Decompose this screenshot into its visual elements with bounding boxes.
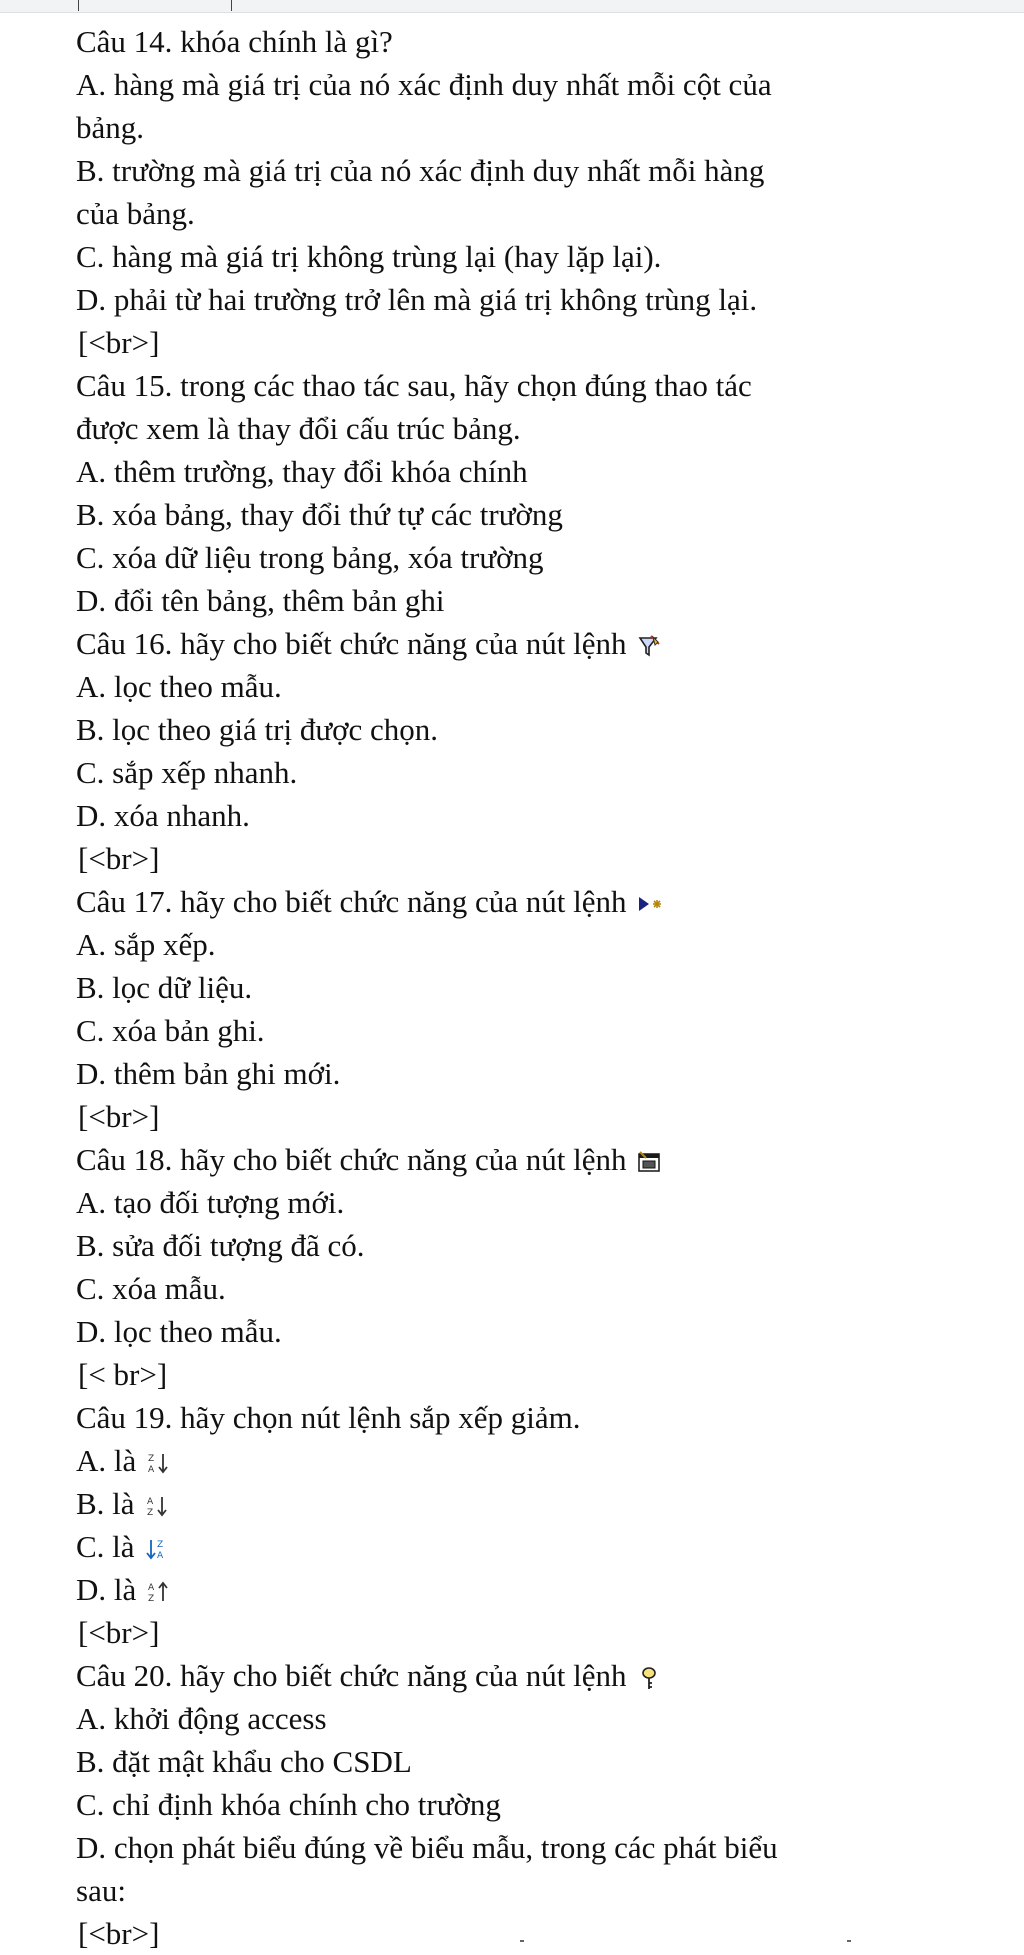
br-marker: [<br>] xyxy=(78,325,160,360)
option-line: sau: xyxy=(76,1873,126,1908)
design-view-icon xyxy=(637,1150,661,1174)
option-line: C. sắp xếp nhanh. xyxy=(76,755,298,790)
top-toolbar-edge xyxy=(0,0,1024,13)
question-text: Câu 18. hãy cho biết chức năng của nút lệnh xyxy=(76,1142,627,1177)
question-text: Câu 17. hãy cho biết chức năng của nút lệnh xyxy=(76,884,627,919)
svg-text:A: A xyxy=(148,1583,155,1593)
option-line: C. xóa bản ghi. xyxy=(76,1013,265,1048)
document-body xyxy=(76,20,1016,1955)
cropped-text-fragment xyxy=(847,1940,851,1942)
option-line: D. xóa nhanh. xyxy=(76,798,250,833)
question-15-title-cont: được xem là thay đổi cấu trúc bảng. xyxy=(76,411,521,446)
option-line: A. tạo đối tượng mới. xyxy=(76,1185,345,1220)
question-16-title xyxy=(76,622,1016,665)
question-20-title xyxy=(76,1654,1016,1697)
option-line xyxy=(76,1525,1016,1568)
option-text: A. là xyxy=(76,1443,137,1478)
option-text: D. là xyxy=(76,1572,137,1607)
cropped-text-fragment xyxy=(520,1940,524,1942)
sort-az-up-icon xyxy=(146,1580,170,1604)
option-line: C. hàng mà giá trị không trùng lại (hay lặp lại). xyxy=(76,239,662,274)
option-line: A. hàng mà giá trị của nó xác định duy nhất mỗi cột của xyxy=(76,67,772,102)
option-line: A. lọc theo mẫu. xyxy=(76,669,282,704)
question-17-title xyxy=(76,880,1016,923)
option-text: B. là xyxy=(76,1486,135,1521)
option-line xyxy=(76,1482,1016,1525)
option-line xyxy=(76,1439,1016,1482)
ruler-mark xyxy=(231,0,232,11)
option-line: B. xóa bảng, thay đổi thứ tự các trường xyxy=(76,497,563,532)
option-line: D. chọn phát biểu đúng về biểu mẫu, trong các phát biểu xyxy=(76,1830,778,1865)
ruler-mark xyxy=(78,0,79,11)
option-line: D. thêm bản ghi mới. xyxy=(76,1056,341,1091)
sort-az-down-icon xyxy=(145,1494,169,1518)
option-line: A. thêm trường, thay đổi khóa chính xyxy=(76,454,528,489)
option-line: D. phải từ hai trường trở lên mà giá trị không trùng lại. xyxy=(76,282,758,317)
sort-za-down-icon xyxy=(146,1451,170,1475)
br-marker: [< br>] xyxy=(78,1357,168,1392)
option-line: B. sửa đối tượng đã có. xyxy=(76,1228,365,1263)
question-14-title: Câu 14. khóa chính là gì? xyxy=(76,24,393,59)
question-19-title: Câu 19. hãy chọn nút lệnh sắp xếp giảm. xyxy=(76,1400,581,1435)
question-text: Câu 20. hãy cho biết chức năng của nút lệnh xyxy=(76,1658,627,1693)
svg-text:Z: Z xyxy=(146,1508,153,1518)
option-line: B. đặt mật khẩu cho CSDL xyxy=(76,1744,412,1779)
svg-text:A: A xyxy=(148,1465,155,1475)
option-line: B. lọc theo giá trị được chọn. xyxy=(76,712,439,747)
option-line: D. lọc theo mẫu. xyxy=(76,1314,282,1349)
option-line: C. chỉ định khóa chính cho trường xyxy=(76,1787,501,1822)
br-marker: [<br>] xyxy=(78,1099,160,1134)
sort-za-blue-icon xyxy=(145,1537,169,1561)
question-15-title: Câu 15. trong các thao tác sau, hãy chọn đúng thao tác xyxy=(76,368,752,403)
svg-text:A: A xyxy=(156,1551,163,1561)
question-text: Câu 16. hãy cho biết chức năng của nút lệnh xyxy=(76,626,627,661)
svg-text:Z: Z xyxy=(156,1540,163,1550)
option-text: C. là xyxy=(76,1529,135,1564)
option-line: A. sắp xếp. xyxy=(76,927,216,962)
br-marker: [<br>] xyxy=(78,841,160,876)
new-record-icon xyxy=(637,892,661,916)
option-line: D. đổi tên bảng, thêm bản ghi xyxy=(76,583,445,618)
option-line: C. xóa dữ liệu trong bảng, xóa trường xyxy=(76,540,544,575)
option-line: B. trường mà giá trị của nó xác định duy nhất mỗi hàng xyxy=(76,153,765,188)
br-marker: [<br>] xyxy=(78,1615,160,1650)
option-line: của bảng. xyxy=(76,196,195,231)
question-18-title xyxy=(76,1138,1016,1181)
option-line: B. lọc dữ liệu. xyxy=(76,970,253,1005)
option-line: A. khởi động access xyxy=(76,1701,327,1736)
option-line: C. xóa mẫu. xyxy=(76,1271,226,1306)
svg-text:A: A xyxy=(146,1497,153,1507)
svg-text:Z: Z xyxy=(148,1594,155,1604)
option-line xyxy=(76,1568,1016,1611)
svg-text:Z: Z xyxy=(148,1454,155,1464)
primary-key-icon xyxy=(637,1666,661,1690)
option-line: bảng. xyxy=(76,110,145,145)
filter-by-selection-icon xyxy=(637,634,661,658)
br-marker: [<br>] xyxy=(78,1916,160,1951)
